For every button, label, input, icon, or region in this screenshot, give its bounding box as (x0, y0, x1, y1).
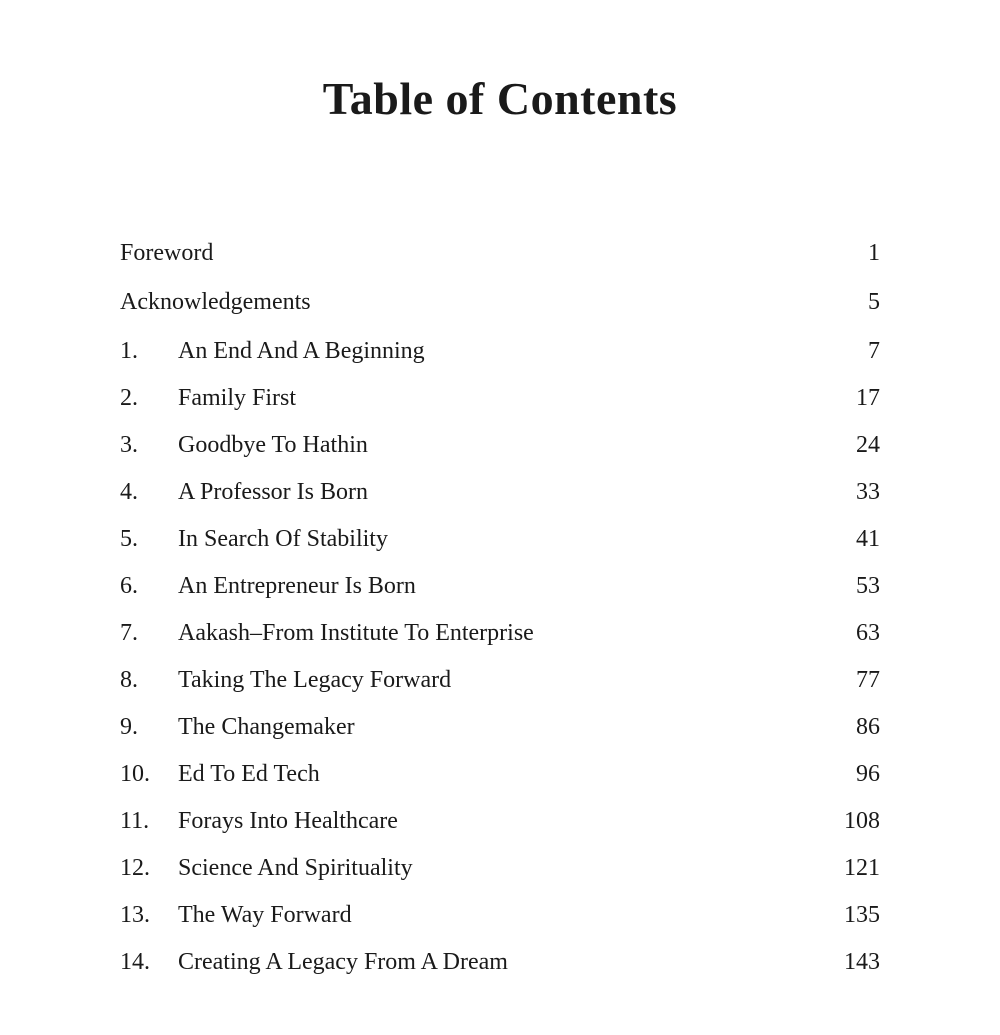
entry-number: 2. (120, 385, 138, 411)
toc-entry-foreword[interactable] (120, 233, 880, 273)
entry-number: 12. (120, 855, 150, 881)
entry-number: 4. (120, 479, 138, 505)
entry-title: Ed To Ed Tech (178, 761, 320, 787)
entry-page: 96 (856, 761, 880, 787)
toc-entry[interactable] (120, 707, 880, 747)
entry-page: 143 (844, 949, 880, 975)
entry-title: Science And Spirituality (178, 855, 413, 881)
toc-entry[interactable] (120, 754, 880, 794)
toc-entry[interactable] (120, 660, 880, 700)
entry-page: 63 (856, 620, 880, 646)
entry-page: 7 (868, 338, 880, 364)
entry-page: 77 (856, 667, 880, 693)
entry-page: 17 (856, 385, 880, 411)
entry-number: 8. (120, 667, 138, 693)
entry-title: In Search Of Stability (178, 526, 388, 552)
entry-title: Forays Into Healthcare (178, 808, 398, 834)
entry-title: The Changemaker (178, 714, 355, 740)
entry-title: An Entrepreneur Is Born (178, 573, 416, 599)
entry-title: The Way Forward (178, 902, 352, 928)
toc-entry[interactable] (120, 425, 880, 465)
entry-title: Aakash–From Institute To Enterprise (178, 620, 534, 646)
toc-entry[interactable] (120, 942, 880, 982)
entry-number: 10. (120, 761, 150, 787)
entry-number: 14. (120, 949, 150, 975)
entry-number: 1. (120, 338, 138, 364)
toc-entry[interactable] (120, 566, 880, 606)
toc-entry-acknowledgements[interactable] (120, 282, 880, 322)
entry-page: 108 (844, 808, 880, 834)
entry-number: 9. (120, 714, 138, 740)
toc-entry[interactable] (120, 378, 880, 418)
entry-number: 5. (120, 526, 138, 552)
entry-page: 24 (856, 432, 880, 458)
entry-title: Goodbye To Hathin (178, 432, 368, 458)
entry-number: 11. (120, 808, 150, 834)
entry-page: 33 (856, 479, 880, 505)
toc-entry[interactable] (120, 801, 880, 841)
entry-title: An End And A Beginning (178, 338, 425, 364)
entry-page: 41 (856, 526, 880, 552)
toc-entry[interactable] (120, 848, 880, 888)
entry-page: 121 (844, 855, 880, 881)
toc-entry[interactable] (120, 519, 880, 559)
entry-title: A Professor Is Born (178, 479, 368, 505)
entry-title: Taking The Legacy Forward (178, 667, 452, 693)
entry-title: Creating A Legacy From A Dream (178, 949, 508, 975)
entry-title: Foreword (120, 240, 214, 266)
entry-page: 5 (868, 289, 880, 315)
entry-page: 135 (844, 902, 880, 928)
entry-number: 6. (120, 573, 138, 599)
page-title: Table of Contents (322, 73, 678, 124)
entry-number: 3. (120, 432, 138, 458)
toc-entry[interactable] (120, 331, 880, 371)
entry-number: 13. (120, 902, 150, 928)
entry-page: 86 (856, 714, 880, 740)
toc-entry[interactable] (120, 613, 880, 653)
entry-page: 1 (868, 240, 880, 266)
toc-entry[interactable] (120, 895, 880, 935)
entry-title: Family First (178, 385, 297, 411)
toc-entry[interactable] (120, 472, 880, 512)
entry-title: Acknowledgements (120, 289, 311, 315)
entry-page: 53 (856, 573, 880, 599)
entry-number: 7. (120, 620, 138, 646)
